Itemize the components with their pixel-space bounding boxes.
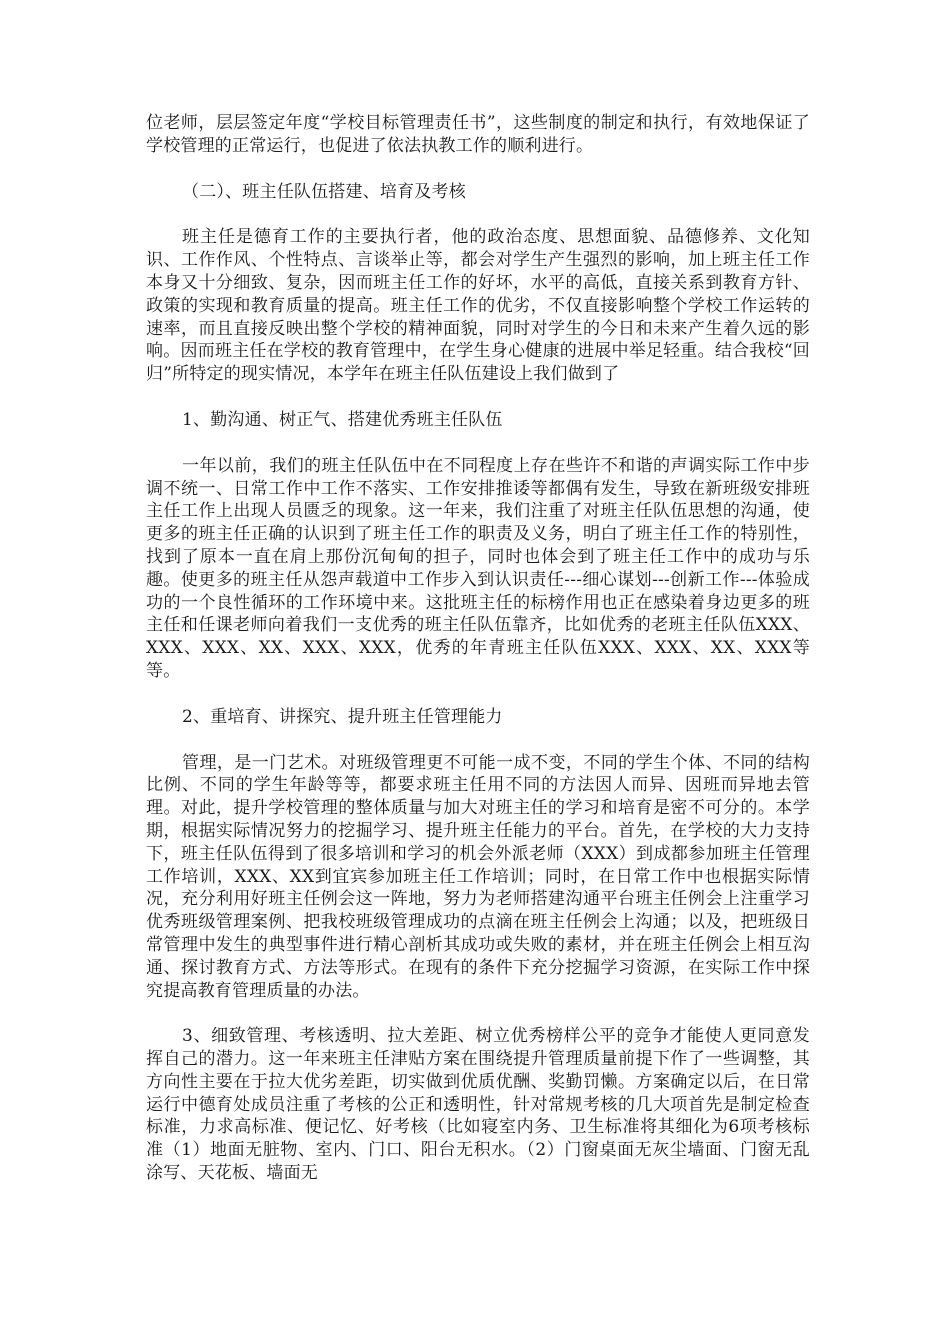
paragraph-intro: 位老师，层层签定年度“学校目标管理责任书”，这些制度的制定和执行，有效地保证了学校管理的正常运行，也促进了依法执教工作的顺利进行。 (146, 113, 810, 156)
paragraph-training: 管理，是一门艺术。对班级管理更不可能一成不变，不同的学生个体、不同的结构比例、不同的学生年龄等等，都要求班主任用不同的方法因人而异、因班而异地去管理。对此，提升学校管理的整体质量与加大对班主任的学习和培育是密不可分的。本学期，根据实际情况努力的挖掘学习、提升班主任能力的平台。首先，在学校的大力支持下，班主任队伍得到了很多培训和学习的机会外派老师（XXX）到成都参加班主任管理工作培训，XXX、XX到宜宾参加班主任工作培训；同时，在日常工作中也根据实际情况，充分利用好班主任例会这一阵地，努力为老师搭建沟通平台班主任例会上注重学习优秀班级管理案例、把我校班级管理成功的点滴在班主任例会上沟通；以及，把班级日常管理中发生的典型事件进行精心剖析其成功或失败的素材，并在班主任例会上相互沟通、探讨教育方式、方法等形式。在现有的条件下充分挖掘学习资源，在实际工作中探究提高教育管理质量的办法。 (146, 752, 810, 1001)
paragraph-communication: 一年以前，我们的班主任队伍中在不同程度上存在些许不和谐的声调实际工作中步调不统一、日常工作中工作不落实、工作安排推诿等都偶有发生，导致在新班级安排班主任工作上出现人员匮乏的现象。这一年来，我们注重了对班主任队伍思想的沟通，使更多的班主任正确的认识到了班主任工作的职责及义务，明白了班主任工作的特别性，找到了原本一直在肩上那份沉甸甸的担子，同时也体会到了班主任工作中的成功与乐趣。使更多的班主任从怨声载道中工作步入到认识责任---细心谋划---创新工作---体验成功的一个良性循环的工作环境中来。这批班主任的标榜作用也正在感染着身边更多的班主任和任课老师向着我们一支优秀的班主任队伍靠齐，比如优秀的老班主任队伍XXX、XXX、XXX、XX、XXX、XXX，优秀的年青班主任队伍XXX、XXX、XX、XXX等等。 (146, 455, 810, 681)
section-heading-class-teacher-team: （二）、班主任队伍搭建、培育及考核 (182, 181, 466, 202)
document-page (146, 112, 810, 1185)
subheading-communication: 1、勤沟通、树正气、搭建优秀班主任队伍 (182, 409, 503, 430)
subheading-training: 2、重培育、讲探究、提升班主任管理能力 (182, 706, 503, 727)
paragraph-class-teacher-role: 班主任是德育工作的主要执行者，他的政治态度、思想面貌、品德修养、文化知识、工作作风、个性特点、言谈举止等，都会对学生产生强烈的影响，加上班主任工作本身又十分细致、复杂，因而班主任工作的好坏，水平的高低，直接关系到教育方针、政策的实现和教育质量的提高。班主任工作的优劣，不仅直接影响整个学校工作运转的速率，而且直接反映出整个学校的精神面貌，同时对学生的今日和未来产生着久远的影响。因而班主任在学校的教育管理中，在学生身心健康的进展中举足轻重。结合我校“回归”所特定的现实情况，本学年在班主任队伍建设上我们做到了 (146, 227, 810, 385)
paragraph-assessment: 3、细致管理、考核透明、拉大差距、树立优秀榜样公平的竞争才能使人更同意发挥自己的潜力。这一年来班主任津贴方案在围绕提升管理质量前提下作了一些调整，其方向性主要在于拉大优劣差距，切实做到优质优酬、奖勤罚懒。方案确定以后，在日常运行中德育处成员注重了考核的公正和透明性，针对常规考核的几大项首先是制定检查标准，力求高标准、便记忆、好考核（比如寝室内务、卫生标准将其细化为6项考核标准（1）地面无脏物、室内、门口、阳台无积水。（2）门窗桌面无灰尘墙面、门窗无乱涂写、天花板、墙面无 (146, 1026, 810, 1184)
